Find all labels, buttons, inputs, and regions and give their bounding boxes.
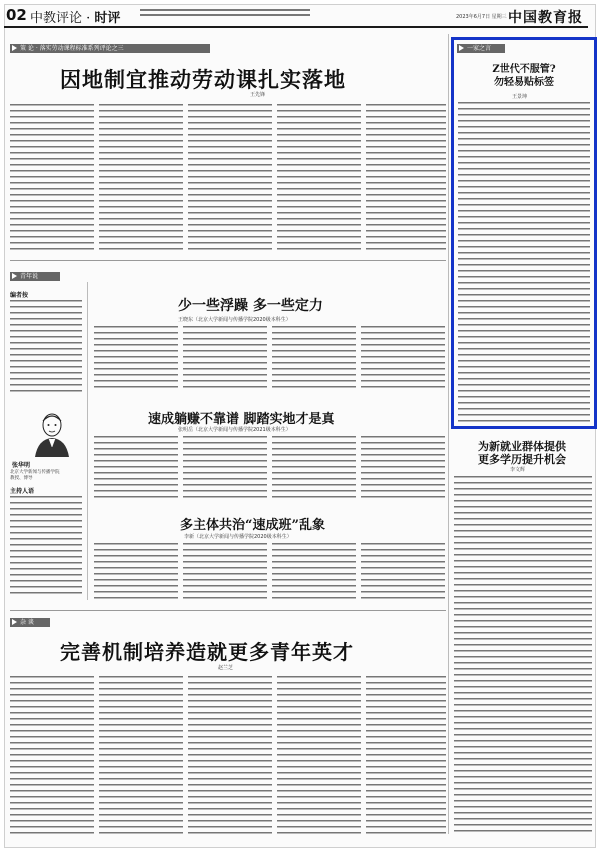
article2-col3 xyxy=(272,436,356,500)
top-article-col3 xyxy=(188,104,272,254)
bottom-article-col1 xyxy=(10,676,94,834)
right-article-byline: 李文辉 xyxy=(510,467,526,473)
bottom-article-byline: 赵兰芝 xyxy=(218,665,234,671)
editor-note-label: 编者按 xyxy=(10,292,29,299)
article1-headline: 少一些浮躁 多一些定力 xyxy=(178,298,323,314)
editor-credits xyxy=(140,9,310,21)
article1-byline: 王晓东（北京大学新闻与传播学院2020级本科生） xyxy=(178,317,291,323)
bottom-article-col4 xyxy=(277,676,361,834)
article1-col3 xyxy=(272,326,356,388)
top-article-col4 xyxy=(277,104,361,254)
page-number: 02 xyxy=(6,6,27,24)
article1-col4 xyxy=(361,326,445,388)
bottom-article-headline: 完善机制培养造就更多青年英才 xyxy=(60,640,354,664)
bottom-article-col3 xyxy=(188,676,272,834)
article3-col1 xyxy=(94,543,178,603)
right-article-headline-line2: 更多学历提升机会 xyxy=(478,453,566,466)
article1-col2 xyxy=(183,326,267,388)
sidebar-headline-line2: 勿轻易贴标签 xyxy=(494,77,554,88)
article3-col4 xyxy=(361,543,445,603)
sidebar-body-text xyxy=(458,102,590,422)
newspaper-logo: 中国教育报 xyxy=(508,10,583,26)
bottom-article-tag: 杂 谈 xyxy=(10,618,50,627)
top-article-headline: 因地制宜推动劳动课扎实落地 xyxy=(60,67,346,92)
article3-headline: 多主体共治“速成班”乱象 xyxy=(180,518,325,533)
article1-col1 xyxy=(94,326,178,388)
article2-col2 xyxy=(183,436,267,500)
bottom-article-col2 xyxy=(99,676,183,834)
article3-col3 xyxy=(272,543,356,603)
section-title: 中教评论 · 时评 xyxy=(30,11,121,26)
person-title-2: 教授、博导 xyxy=(10,476,33,481)
article2-byline: 张明岳（北京大学新闻与传播学院2021级本科生） xyxy=(178,427,291,433)
top-article-col1 xyxy=(10,104,94,254)
host-text xyxy=(10,496,82,596)
column-divider xyxy=(87,282,88,600)
sidebar-tag: 一家之言 xyxy=(457,44,505,53)
section-tag-youth: 青年说 xyxy=(10,272,60,281)
portrait-illustration xyxy=(32,409,72,457)
article2-col1 xyxy=(94,436,178,500)
top-article-tag: 策 论 · 落实劳动课程标准系列评论之三 xyxy=(10,44,210,53)
divider xyxy=(10,610,446,611)
article3-col2 xyxy=(183,543,267,603)
article2-col4 xyxy=(361,436,445,500)
editor-note-text xyxy=(10,300,82,395)
person-title-1: 北京大学新闻与传播学院 xyxy=(10,470,60,475)
top-article-byline: 王先锋 xyxy=(250,92,266,98)
top-article-col2 xyxy=(99,104,183,254)
bottom-article-col5 xyxy=(366,676,446,834)
sidebar-byline: 王景坤 xyxy=(512,94,528,100)
divider xyxy=(10,260,446,261)
sidebar-highlight-box xyxy=(451,37,597,429)
right-article-body xyxy=(454,476,592,832)
column-divider xyxy=(448,34,449,834)
masthead xyxy=(4,4,588,28)
person-name: 张华明 xyxy=(12,462,31,469)
sidebar-headline-line1: Z世代不服管? xyxy=(492,64,556,75)
top-article-col5 xyxy=(366,104,446,254)
article3-byline: 李新（北京大学新闻与传播学院2020级本科生） xyxy=(184,534,292,540)
host-label: 主持人语 xyxy=(10,488,35,495)
right-article-headline-line1: 为新就业群体提供 xyxy=(478,440,566,453)
issue-date: 2023年6月7日 星期三 xyxy=(456,14,507,20)
article2-headline: 速成躺赚不靠谱 脚踏实地才是真 xyxy=(148,412,335,427)
